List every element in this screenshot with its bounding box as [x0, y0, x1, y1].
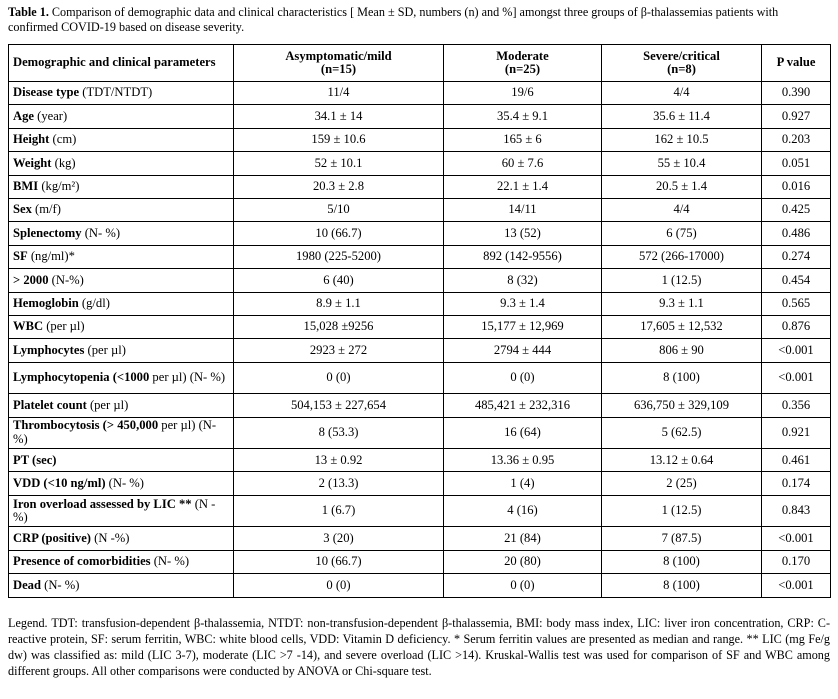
value-mild: 1 (6.7) — [234, 495, 444, 527]
row-label-name: VDD (<10 ng/ml) — [13, 475, 106, 490]
value-p: <0.001 — [762, 339, 831, 362]
table-row — [9, 198, 831, 221]
value-mild: 34.1 ± 14 — [234, 105, 444, 128]
value-p: 0.390 — [762, 82, 831, 105]
header-group-moderate: Moderate (n=25) — [444, 45, 602, 82]
row-label-unit: (TDT/NTDT) — [79, 85, 153, 100]
value-moderate: 13.36 ± 0.95 — [444, 449, 602, 472]
value-mild: 2923 ± 272 — [234, 339, 444, 362]
table-row — [9, 417, 831, 449]
value-mild: 3 (20) — [234, 527, 444, 550]
table-row — [9, 175, 831, 198]
row-label-unit: (year) — [33, 108, 68, 123]
value-severe: 6 (75) — [602, 222, 762, 245]
row-label — [9, 550, 234, 573]
row-label-name: SF — [13, 249, 28, 264]
row-label — [9, 245, 234, 268]
value-mild: 504,153 ± 227,654 — [234, 394, 444, 417]
table-body — [9, 82, 831, 598]
row-label-name: Height — [13, 132, 50, 147]
row-label-unit: (per µl) — [43, 319, 85, 334]
value-moderate: 9.3 ± 1.4 — [444, 292, 602, 315]
value-severe: 9.3 ± 1.1 — [602, 292, 762, 315]
table-row — [9, 269, 831, 292]
row-label-unit: (N-%) — [48, 272, 84, 287]
value-p: 0.203 — [762, 128, 831, 151]
value-p: 0.051 — [762, 152, 831, 175]
row-label-name: BMI — [13, 179, 39, 193]
value-p: 0.843 — [762, 495, 831, 527]
value-moderate: 20 (80) — [444, 550, 602, 573]
table-row — [9, 222, 831, 245]
row-label-name: Weight — [13, 155, 52, 170]
row-label — [9, 222, 234, 245]
value-mild: 8.9 ± 1.1 — [234, 292, 444, 315]
value-severe: 572 (266-17000) — [602, 245, 762, 268]
value-moderate: 892 (142-9556) — [444, 245, 602, 268]
value-p: 0.016 — [762, 175, 831, 198]
value-mild: 13 ± 0.92 — [234, 449, 444, 472]
value-moderate: 13 (52) — [444, 222, 602, 245]
table-row — [9, 550, 831, 573]
row-label — [9, 82, 234, 105]
value-mild: 10 (66.7) — [234, 550, 444, 573]
table-row — [9, 362, 831, 394]
value-p: 0.461 — [762, 449, 831, 472]
row-label-name: Disease type — [13, 85, 80, 100]
row-label-name: Iron overload assessed by LIC ** — [13, 496, 192, 511]
row-label-name: Platelet count — [13, 397, 87, 412]
value-moderate: 60 ± 7.6 — [444, 152, 602, 175]
row-label-unit: (m/f) — [31, 202, 61, 217]
caption-text: Comparison of demographic data and clinical characteristics [ Mean ± SD, numbers (n) and %] amongst three groups of β-thalassemias patients with confirmed COVID-19 based on disease severity. — [8, 5, 779, 34]
value-moderate: 19/6 — [444, 82, 602, 105]
value-severe: 1 (12.5) — [602, 495, 762, 527]
table-row — [9, 82, 831, 105]
table-row — [9, 527, 831, 550]
row-label — [9, 449, 234, 472]
row-label — [9, 269, 234, 292]
value-mild: 1980 (225-5200) — [234, 245, 444, 268]
table-row — [9, 574, 831, 597]
row-label — [9, 292, 234, 315]
row-label-unit: (kg) — [51, 155, 76, 170]
value-p: 0.174 — [762, 472, 831, 495]
row-label-name: Lymphocytopenia (<1000 — [13, 370, 150, 385]
row-label — [9, 574, 234, 597]
header-parameters: Demographic and clinical parameters — [9, 45, 234, 82]
value-mild: 5/10 — [234, 198, 444, 221]
table-row — [9, 339, 831, 362]
row-label-unit: (g/dl) — [78, 295, 110, 310]
row-label — [9, 339, 234, 362]
row-label-unit: (N- %) — [105, 475, 144, 490]
value-mild: 52 ± 10.1 — [234, 152, 444, 175]
row-label-unit: (per µl) — [84, 342, 126, 357]
value-p: 0.274 — [762, 245, 831, 268]
table-row — [9, 245, 831, 268]
value-mild: 20.3 ± 2.8 — [234, 175, 444, 198]
table-row — [9, 152, 831, 175]
table-row — [9, 315, 831, 338]
row-label — [9, 495, 234, 527]
value-moderate: 0 (0) — [444, 362, 602, 394]
row-label-unit: (N- %) — [150, 554, 190, 569]
row-label — [9, 527, 234, 550]
table-row — [9, 449, 831, 472]
row-label-unit: (N- %) — [81, 225, 121, 240]
value-moderate: 8 (32) — [444, 269, 602, 292]
row-label-name: CRP (positive) — [13, 530, 92, 545]
value-severe: 4/4 — [602, 82, 762, 105]
row-label-name: WBC — [13, 319, 44, 334]
table-legend: Legend. TDT: transfusion-dependent β-thalassemia, NTDT: non-transfusion-dependent β-thalassemia, BMI: body mass index, LIC: liver iron concentration, CRP: C-reactive protein, SF: serum ferritin, WBC: white blood cells, VDD: Vitamin D deficiency. * Serum ferritin values are presented as median and range. ** LIC (mg Fe/g dw) was classified as: mild (LIC 3-7), moderate (LIC >7 -14), and severe overload (LIC >14). Kruskal-Wallis test was used for comparison of SF and WBC among different groups. All other comparisons were conducted by ANOVA or Chi-square test. — [8, 616, 830, 678]
value-mild: 2 (13.3) — [234, 472, 444, 495]
row-label-unit: (kg/m²) — [38, 179, 80, 193]
value-severe: 7 (87.5) — [602, 527, 762, 550]
value-p: <0.001 — [762, 527, 831, 550]
row-label-unit: (ng/ml)* — [27, 249, 75, 264]
row-label — [9, 128, 234, 151]
value-severe: 1 (12.5) — [602, 269, 762, 292]
value-mild: 0 (0) — [234, 362, 444, 394]
value-severe: 20.5 ± 1.4 — [602, 175, 762, 198]
value-p: 0.921 — [762, 417, 831, 449]
row-label — [9, 394, 234, 417]
value-mild: 159 ± 10.6 — [234, 128, 444, 151]
row-label — [9, 315, 234, 338]
value-p: 0.356 — [762, 394, 831, 417]
row-label-unit: (N -%) — [13, 496, 216, 525]
row-label-unit: (N -%) — [91, 530, 130, 545]
table-caption — [8, 5, 830, 35]
row-label-name: PT (sec) — [13, 452, 57, 467]
table-row — [9, 495, 831, 527]
table-row — [9, 128, 831, 151]
row-label-name: Presence of comorbidities — [13, 554, 151, 569]
value-severe: 2 (25) — [602, 472, 762, 495]
value-severe: 13.12 ± 0.64 — [602, 449, 762, 472]
table-row — [9, 472, 831, 495]
value-severe: 55 ± 10.4 — [602, 152, 762, 175]
value-mild: 8 (53.3) — [234, 417, 444, 449]
value-moderate: 1 (4) — [444, 472, 602, 495]
row-label-name: Thrombocytosis (> 450,000 — [13, 418, 159, 433]
row-label-name: Sex — [13, 202, 32, 217]
caption-label: Table 1. — [8, 5, 49, 19]
value-p: <0.001 — [762, 362, 831, 394]
value-p: 0.927 — [762, 105, 831, 128]
row-label — [9, 472, 234, 495]
value-moderate: 165 ± 6 — [444, 128, 602, 151]
value-moderate: 485,421 ± 232,316 — [444, 394, 602, 417]
row-label-unit: (N- %) — [41, 577, 80, 592]
row-label-name: Lymphocytes — [13, 342, 85, 357]
row-label-unit: (cm) — [49, 132, 77, 147]
row-label-name: Dead — [13, 577, 41, 592]
value-mild: 0 (0) — [234, 574, 444, 597]
value-severe: 4/4 — [602, 198, 762, 221]
value-moderate: 2794 ± 444 — [444, 339, 602, 362]
row-label — [9, 105, 234, 128]
row-label — [9, 175, 234, 198]
header-group-mild: Asymptomatic/mild (n=15) — [234, 45, 444, 82]
value-mild: 10 (66.7) — [234, 222, 444, 245]
table-row — [9, 394, 831, 417]
value-moderate: 0 (0) — [444, 574, 602, 597]
value-severe: 8 (100) — [602, 574, 762, 597]
value-severe: 636,750 ± 329,109 — [602, 394, 762, 417]
table-row — [9, 105, 831, 128]
value-severe: 8 (100) — [602, 550, 762, 573]
value-severe: 162 ± 10.5 — [602, 128, 762, 151]
value-moderate: 16 (64) — [444, 417, 602, 449]
value-p: 0.454 — [762, 269, 831, 292]
header-p-value: P value — [762, 45, 831, 82]
row-label-name: > 2000 — [13, 272, 49, 287]
value-p: 0.170 — [762, 550, 831, 573]
row-label-name: Hemoglobin — [13, 295, 79, 310]
row-label-unit: per µl) (N- %) — [149, 370, 226, 385]
value-moderate: 21 (84) — [444, 527, 602, 550]
value-severe: 806 ± 90 — [602, 339, 762, 362]
row-label — [9, 362, 234, 394]
value-mild: 15,028 ±9256 — [234, 315, 444, 338]
row-label-name: Splenectomy — [13, 225, 82, 240]
row-label-name: Age — [13, 108, 34, 123]
value-severe: 5 (62.5) — [602, 417, 762, 449]
value-moderate: 4 (16) — [444, 495, 602, 527]
comparison-table — [8, 44, 831, 598]
table-row — [9, 292, 831, 315]
value-moderate: 15,177 ± 12,969 — [444, 315, 602, 338]
value-p: 0.425 — [762, 198, 831, 221]
header-group-severe: Severe/critical (n=8) — [602, 45, 762, 82]
row-label-unit: (per µl) — [86, 397, 129, 412]
value-p: <0.001 — [762, 574, 831, 597]
row-label-unit: per µl) (N- %) — [13, 418, 217, 446]
value-moderate: 22.1 ± 1.4 — [444, 175, 602, 198]
value-severe: 17,605 ± 12,532 — [602, 315, 762, 338]
value-mild: 6 (40) — [234, 269, 444, 292]
table-header-row — [9, 45, 831, 82]
value-p: 0.876 — [762, 315, 831, 338]
row-label — [9, 198, 234, 221]
value-severe: 35.6 ± 11.4 — [602, 105, 762, 128]
row-label — [9, 417, 234, 449]
value-moderate: 14/11 — [444, 198, 602, 221]
row-label — [9, 152, 234, 175]
value-p: 0.486 — [762, 222, 831, 245]
value-moderate: 35.4 ± 9.1 — [444, 105, 602, 128]
value-p: 0.565 — [762, 292, 831, 315]
value-severe: 8 (100) — [602, 362, 762, 394]
value-mild: 11/4 — [234, 82, 444, 105]
